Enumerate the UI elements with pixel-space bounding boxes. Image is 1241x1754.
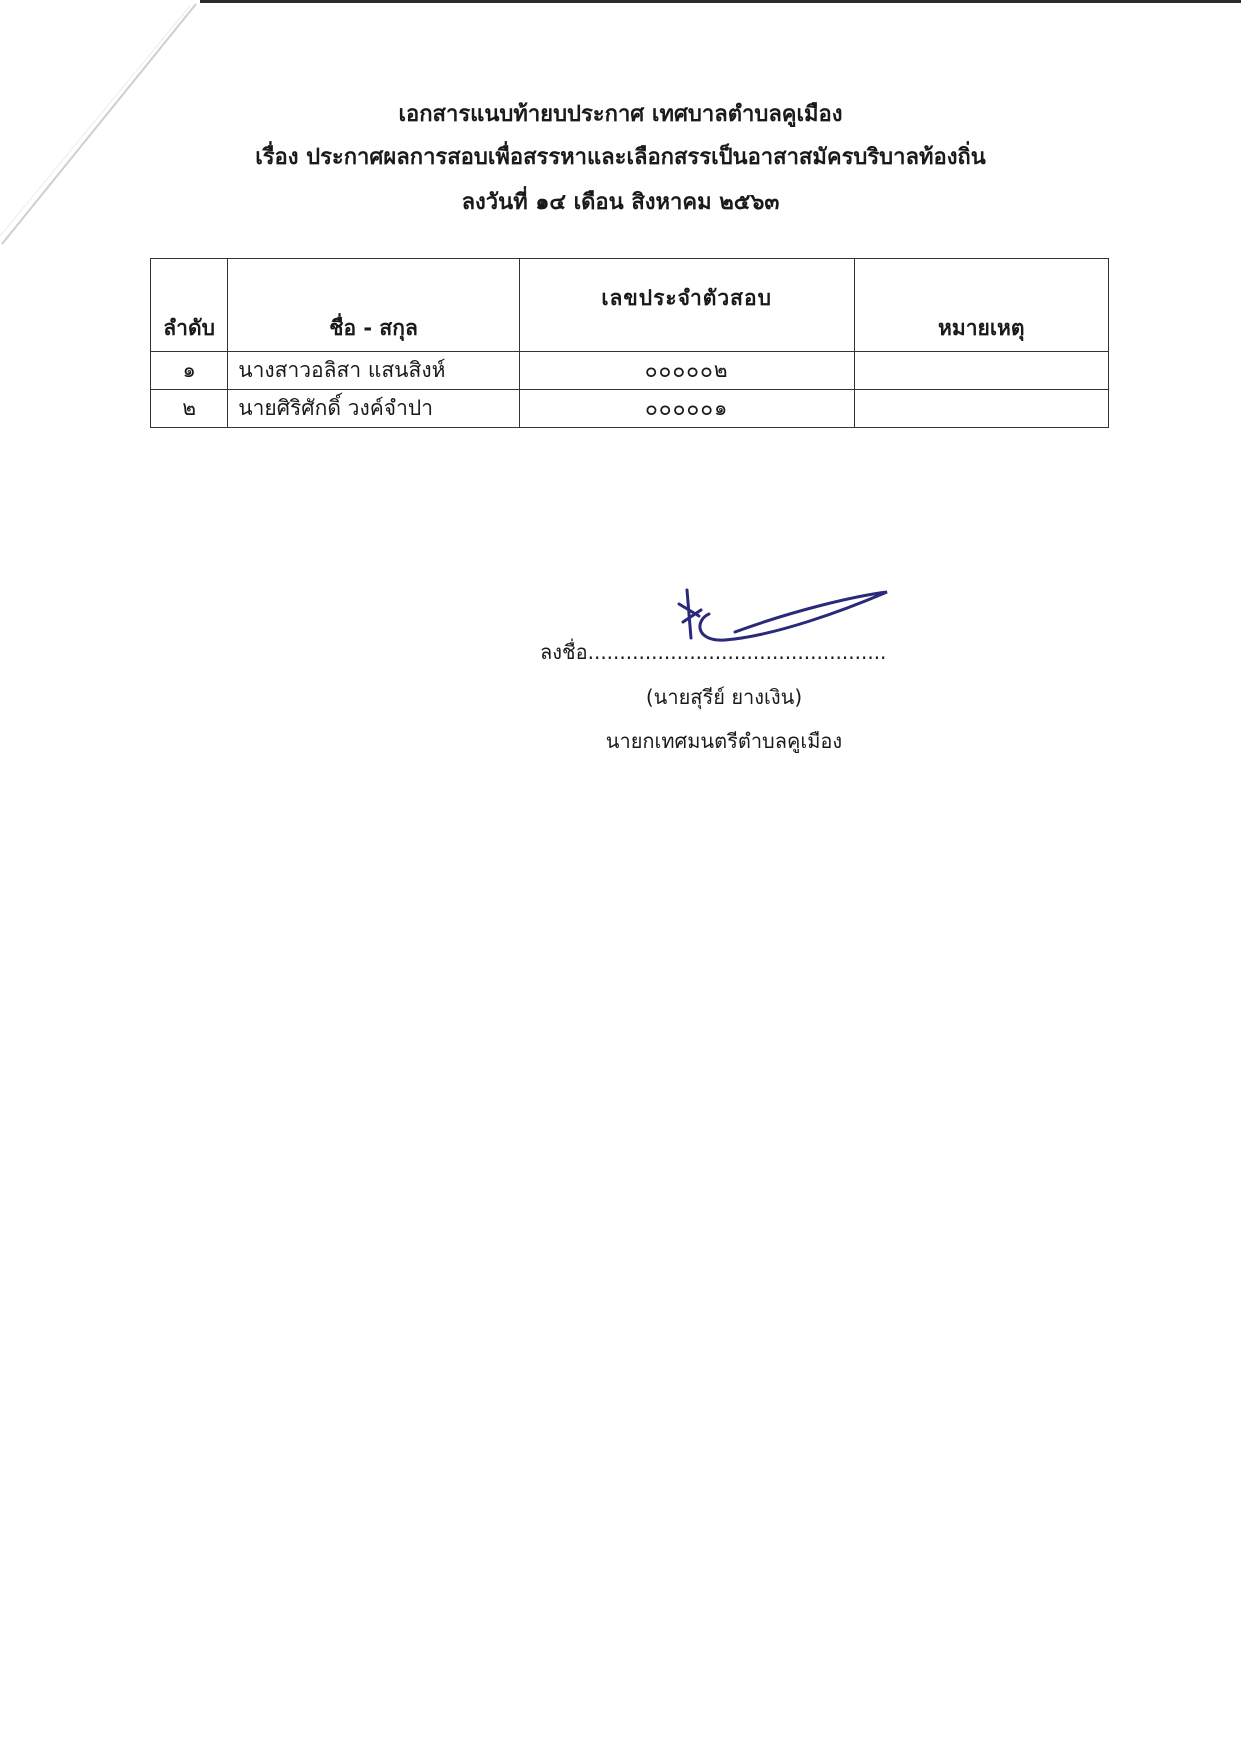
table-header-row — [151, 259, 1109, 352]
signature-dots: ............................................... — [587, 640, 887, 664]
doc-title: เอกสารแนบท้ายบประกาศ เทศบาลตำบลคูเมือง — [398, 102, 843, 127]
table-row — [151, 390, 1109, 428]
handwritten-signature — [655, 580, 895, 660]
col-header-remark: หมายเหตุ — [854, 259, 1108, 352]
row-name: นางสาวอลิสา แสนสิงห์ — [228, 352, 520, 390]
signatory-position: นายกเทศมนตรีตำบลคูเมือง — [605, 729, 843, 753]
table-row — [151, 352, 1109, 390]
doc-date: ลงวันที่ ๑๔ เดือน สิงหาคม ๒๕๖๓ — [461, 190, 780, 215]
row-exam-id: ๐๐๐๐๐๑ — [519, 390, 854, 428]
row-order: ๒ — [151, 390, 228, 428]
row-order: ๑ — [151, 352, 228, 390]
results-table — [150, 258, 1109, 428]
col-header-exam-id: เลขประจำตัวสอบ — [519, 259, 854, 352]
row-name: นายศิริศักดิ์ วงค์จำปา — [228, 390, 520, 428]
row-exam-id: ๐๐๐๐๐๒ — [519, 352, 854, 390]
col-header-order: ลำดับ — [151, 259, 228, 352]
signatory-name: (นายสุรีย์ ยางเงิน) — [645, 685, 803, 709]
doc-subject: เรื่อง ประกาศผลการสอบเพื่อสรรหาและเลือกสรรเป็นอาสาสมัครบริบาลท้องถิ่น — [255, 145, 986, 170]
signature-label: ลงชื่อ — [540, 640, 588, 664]
row-remark — [854, 390, 1108, 428]
col-header-name: ชื่อ - สกุล — [228, 259, 520, 352]
row-remark — [854, 352, 1108, 390]
